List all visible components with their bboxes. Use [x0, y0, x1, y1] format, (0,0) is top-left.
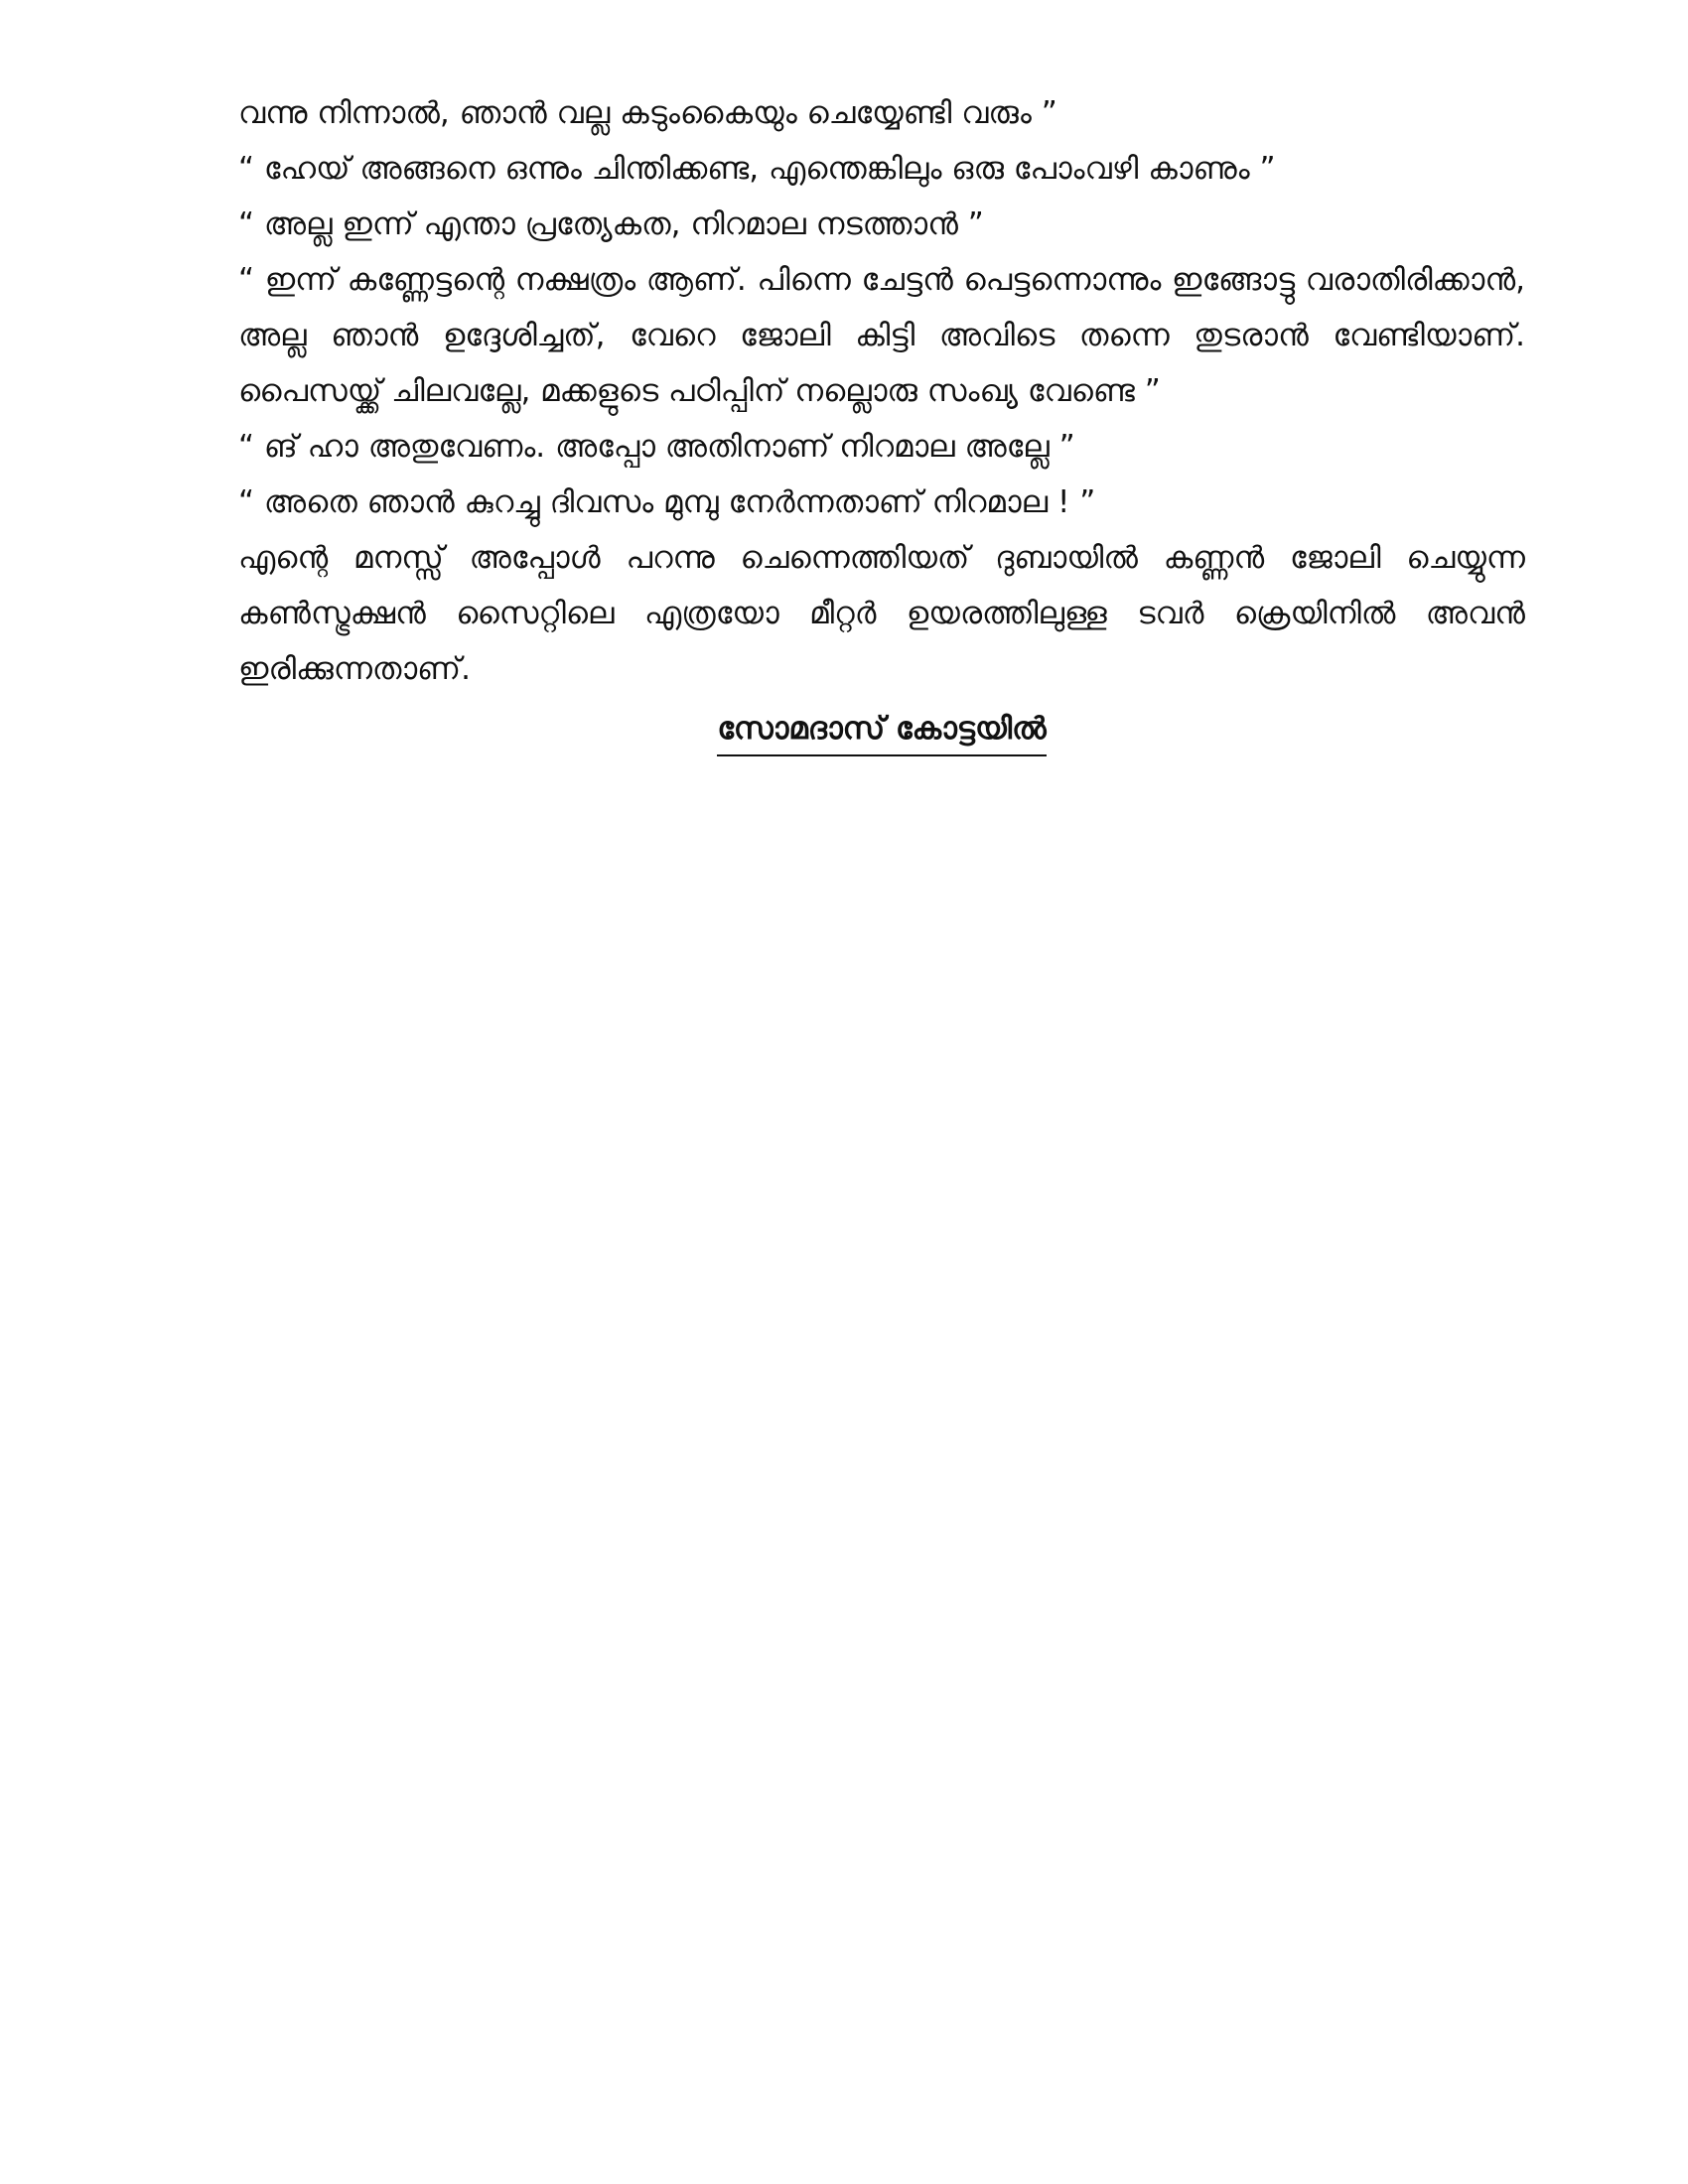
story-text [238, 85, 1525, 756]
author-signature: സോമദാസ് കോട്ടയിൽ [717, 703, 1046, 756]
story-paragraph-5: “ ങ് ഹാ അതുവേണം. അപ്പോ അതിനാണ് നിറമാല അല്ലേ ” [238, 429, 1075, 465]
story-paragraph-6: “ അതെ ഞാൻ കുറച്ചു ദിവസം മുമ്പു നേർന്നതാണ് നിറമാല ! ” [238, 484, 1096, 520]
story-paragraph-3: “ അല്ല ഇന്ന് എന്താ പ്രത്യേകത, നിറമാല നടത്താൻ ” [238, 206, 984, 242]
story-paragraph-7: എന്റെ മനസ്സ് അപ്പോൾ പറന്നു ചെന്നെത്തിയത് ദുബായിൽ കണ്ണൻ ജോലി ചെയ്യുന്ന കൺസ്ട്രക്ഷൻ സൈറ്റിലെ എത്രയോ മീറ്റർ ഉയരത്തിലുള്ള ടവർ ക്രെയിനിൽ അവൻ ഇരിക്കുന്നതാണ്. [238, 540, 1525, 687]
signature-container [238, 701, 1525, 756]
story-paragraph-1: വന്നു നിന്നാൽ, ഞാൻ വല്ല കടുംകൈയും ചെയ്യേണ്ടി വരും ” [238, 95, 1057, 131]
story-paragraph-4: “ ഇന്ന് കണ്ണേട്ടന്റെ നക്ഷത്രം ആണ്. പിന്നെ ചേട്ടൻ പെട്ടന്നൊന്നും ഇങ്ങോട്ടു വരാതിരിക്കാൻ, അല്ല ഞാൻ ഉദ്ദേശിച്ചത്, വേറെ ജോലി കിട്ടി അവിടെ തന്നെ തുടരാൻ വേണ്ടിയാണ്. പൈസയ്ക്ക് ചിലവല്ലേ, മക്കളുടെ പഠിപ്പിന് നല്ലൊരു സംഖ്യ വേണ്ടെ ” [238, 262, 1525, 409]
story-paragraph-2: “ ഹേയ് അങ്ങനെ ഒന്നും ചിന്തിക്കണ്ട, എന്തെങ്കിലും ഒരു പോംവഴി കാണും ” [238, 151, 1276, 187]
